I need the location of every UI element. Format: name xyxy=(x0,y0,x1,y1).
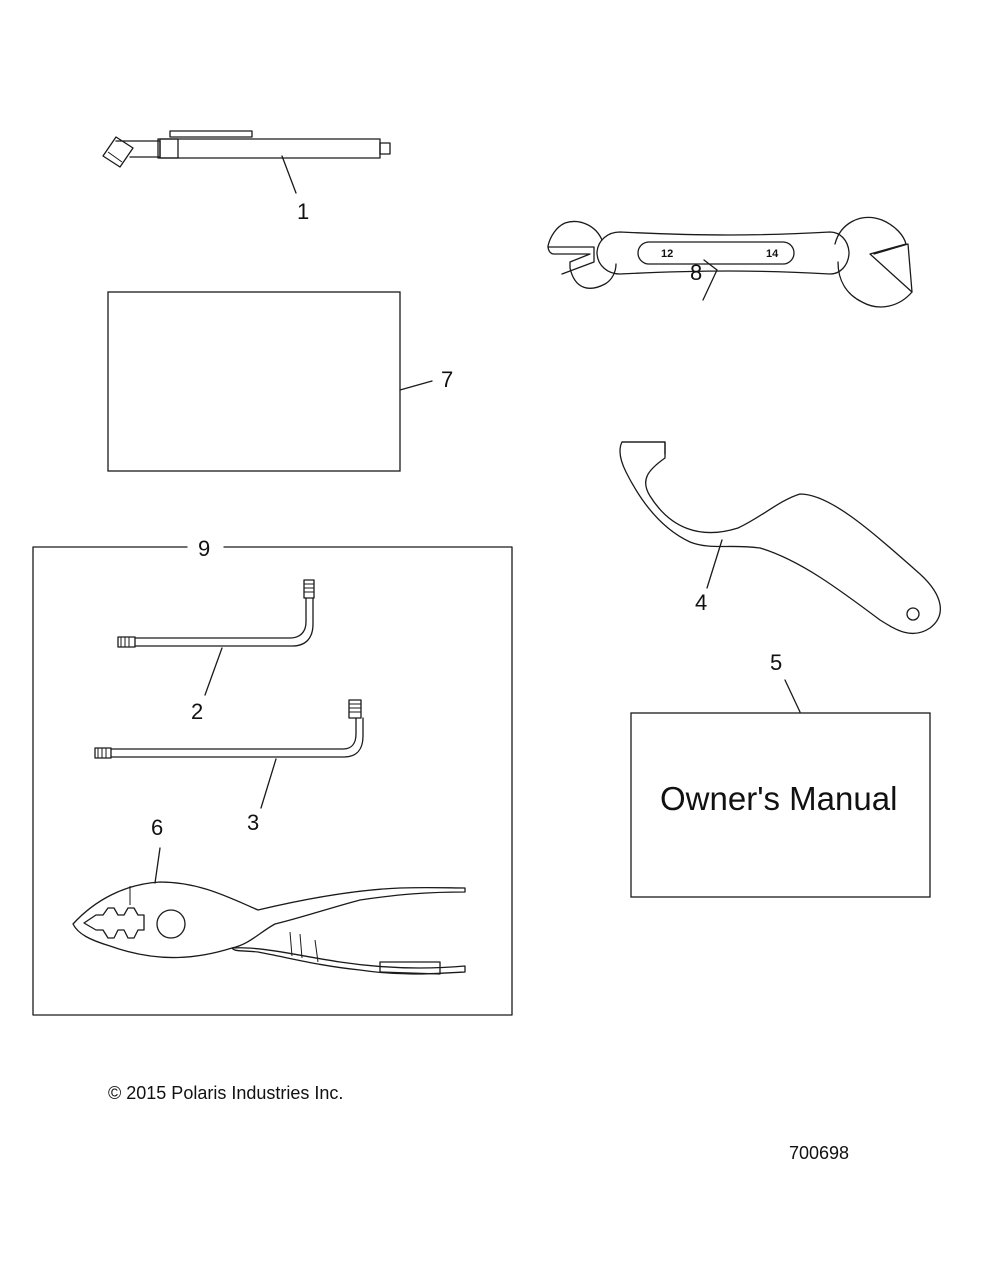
callout-7: 7 xyxy=(441,367,454,392)
callout-2: 2 xyxy=(191,699,204,724)
callout-6: 6 xyxy=(151,815,164,840)
callout-5: 5 xyxy=(770,650,783,675)
callout-3: 3 xyxy=(247,810,260,835)
wrench-size-right: 14 xyxy=(766,248,779,260)
callout-4: 4 xyxy=(695,590,708,615)
owners-manual-label: Owner's Manual xyxy=(660,780,898,817)
callout-1: 1 xyxy=(297,199,310,224)
callout-9: 9 xyxy=(198,536,211,561)
spanner-wrench-4 xyxy=(620,442,940,633)
wrench-size-left: 12 xyxy=(661,248,674,260)
hex-key-2 xyxy=(118,580,314,695)
callout-8: 8 xyxy=(690,260,703,285)
socket-wrench-tool-1 xyxy=(103,131,390,193)
hex-key-3 xyxy=(95,700,363,808)
pliers-6 xyxy=(73,848,465,974)
open-end-wrench-8 xyxy=(548,217,912,306)
drawing-number: 700698 xyxy=(789,1143,850,1163)
copyright-notice: © 2015 Polaris Industries Inc. xyxy=(108,1083,344,1103)
document-7 xyxy=(108,292,432,471)
